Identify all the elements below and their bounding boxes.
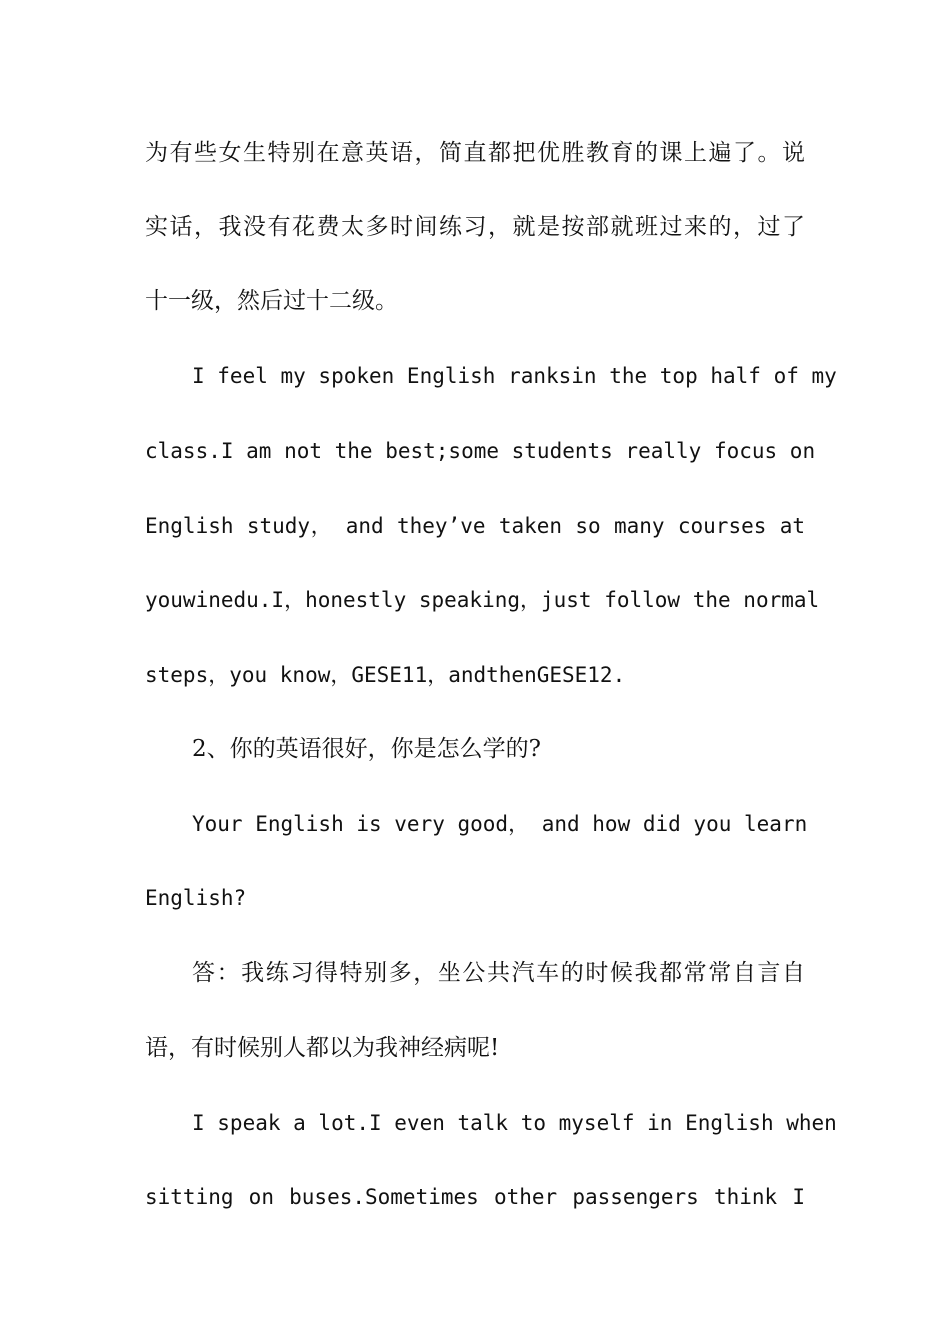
answer-chinese-line-1: 答：我练习得特别多，坐公共汽车的时候我都常常自言自: [192, 960, 805, 986]
paragraph-line-3: 十一级，然后过十二级。: [145, 288, 398, 314]
paragraph-line-6: English study， and they’ve taken so many courses at: [145, 514, 805, 538]
question-heading: 2、你的英语很好，你是怎么学的?: [192, 736, 541, 762]
paragraph-line-5: class.I am not the best;some students really focus on: [145, 439, 816, 463]
paragraph-line-1: 为有些女生特别在意英语，简直都把优胜教育的课上遍了。说: [145, 140, 805, 166]
paragraph-line-2: 实话，我没有花费太多时间练习，就是按部就班过来的，过了: [145, 214, 805, 240]
question-english-line-1: Your English is very good， and how did you learn: [192, 812, 808, 836]
answer-english-line-1: I speak a lot.I even talk to myself in English when: [192, 1111, 837, 1135]
answer-english-line-2: sitting on buses.Sometimes other passengers think I: [145, 1185, 805, 1209]
paragraph-line-4: I feel my spoken English ranksin the top half of my: [192, 364, 837, 388]
paragraph-line-8: steps，you know，GESE11，andthenGESE12.: [145, 663, 626, 687]
question-english-line-2: English?: [145, 886, 247, 910]
paragraph-line-7: youwinedu.I，honestly speaking，just follow the normal: [145, 588, 820, 612]
answer-chinese-line-2: 语，有时候别人都以为我神经病呢!: [145, 1035, 500, 1061]
